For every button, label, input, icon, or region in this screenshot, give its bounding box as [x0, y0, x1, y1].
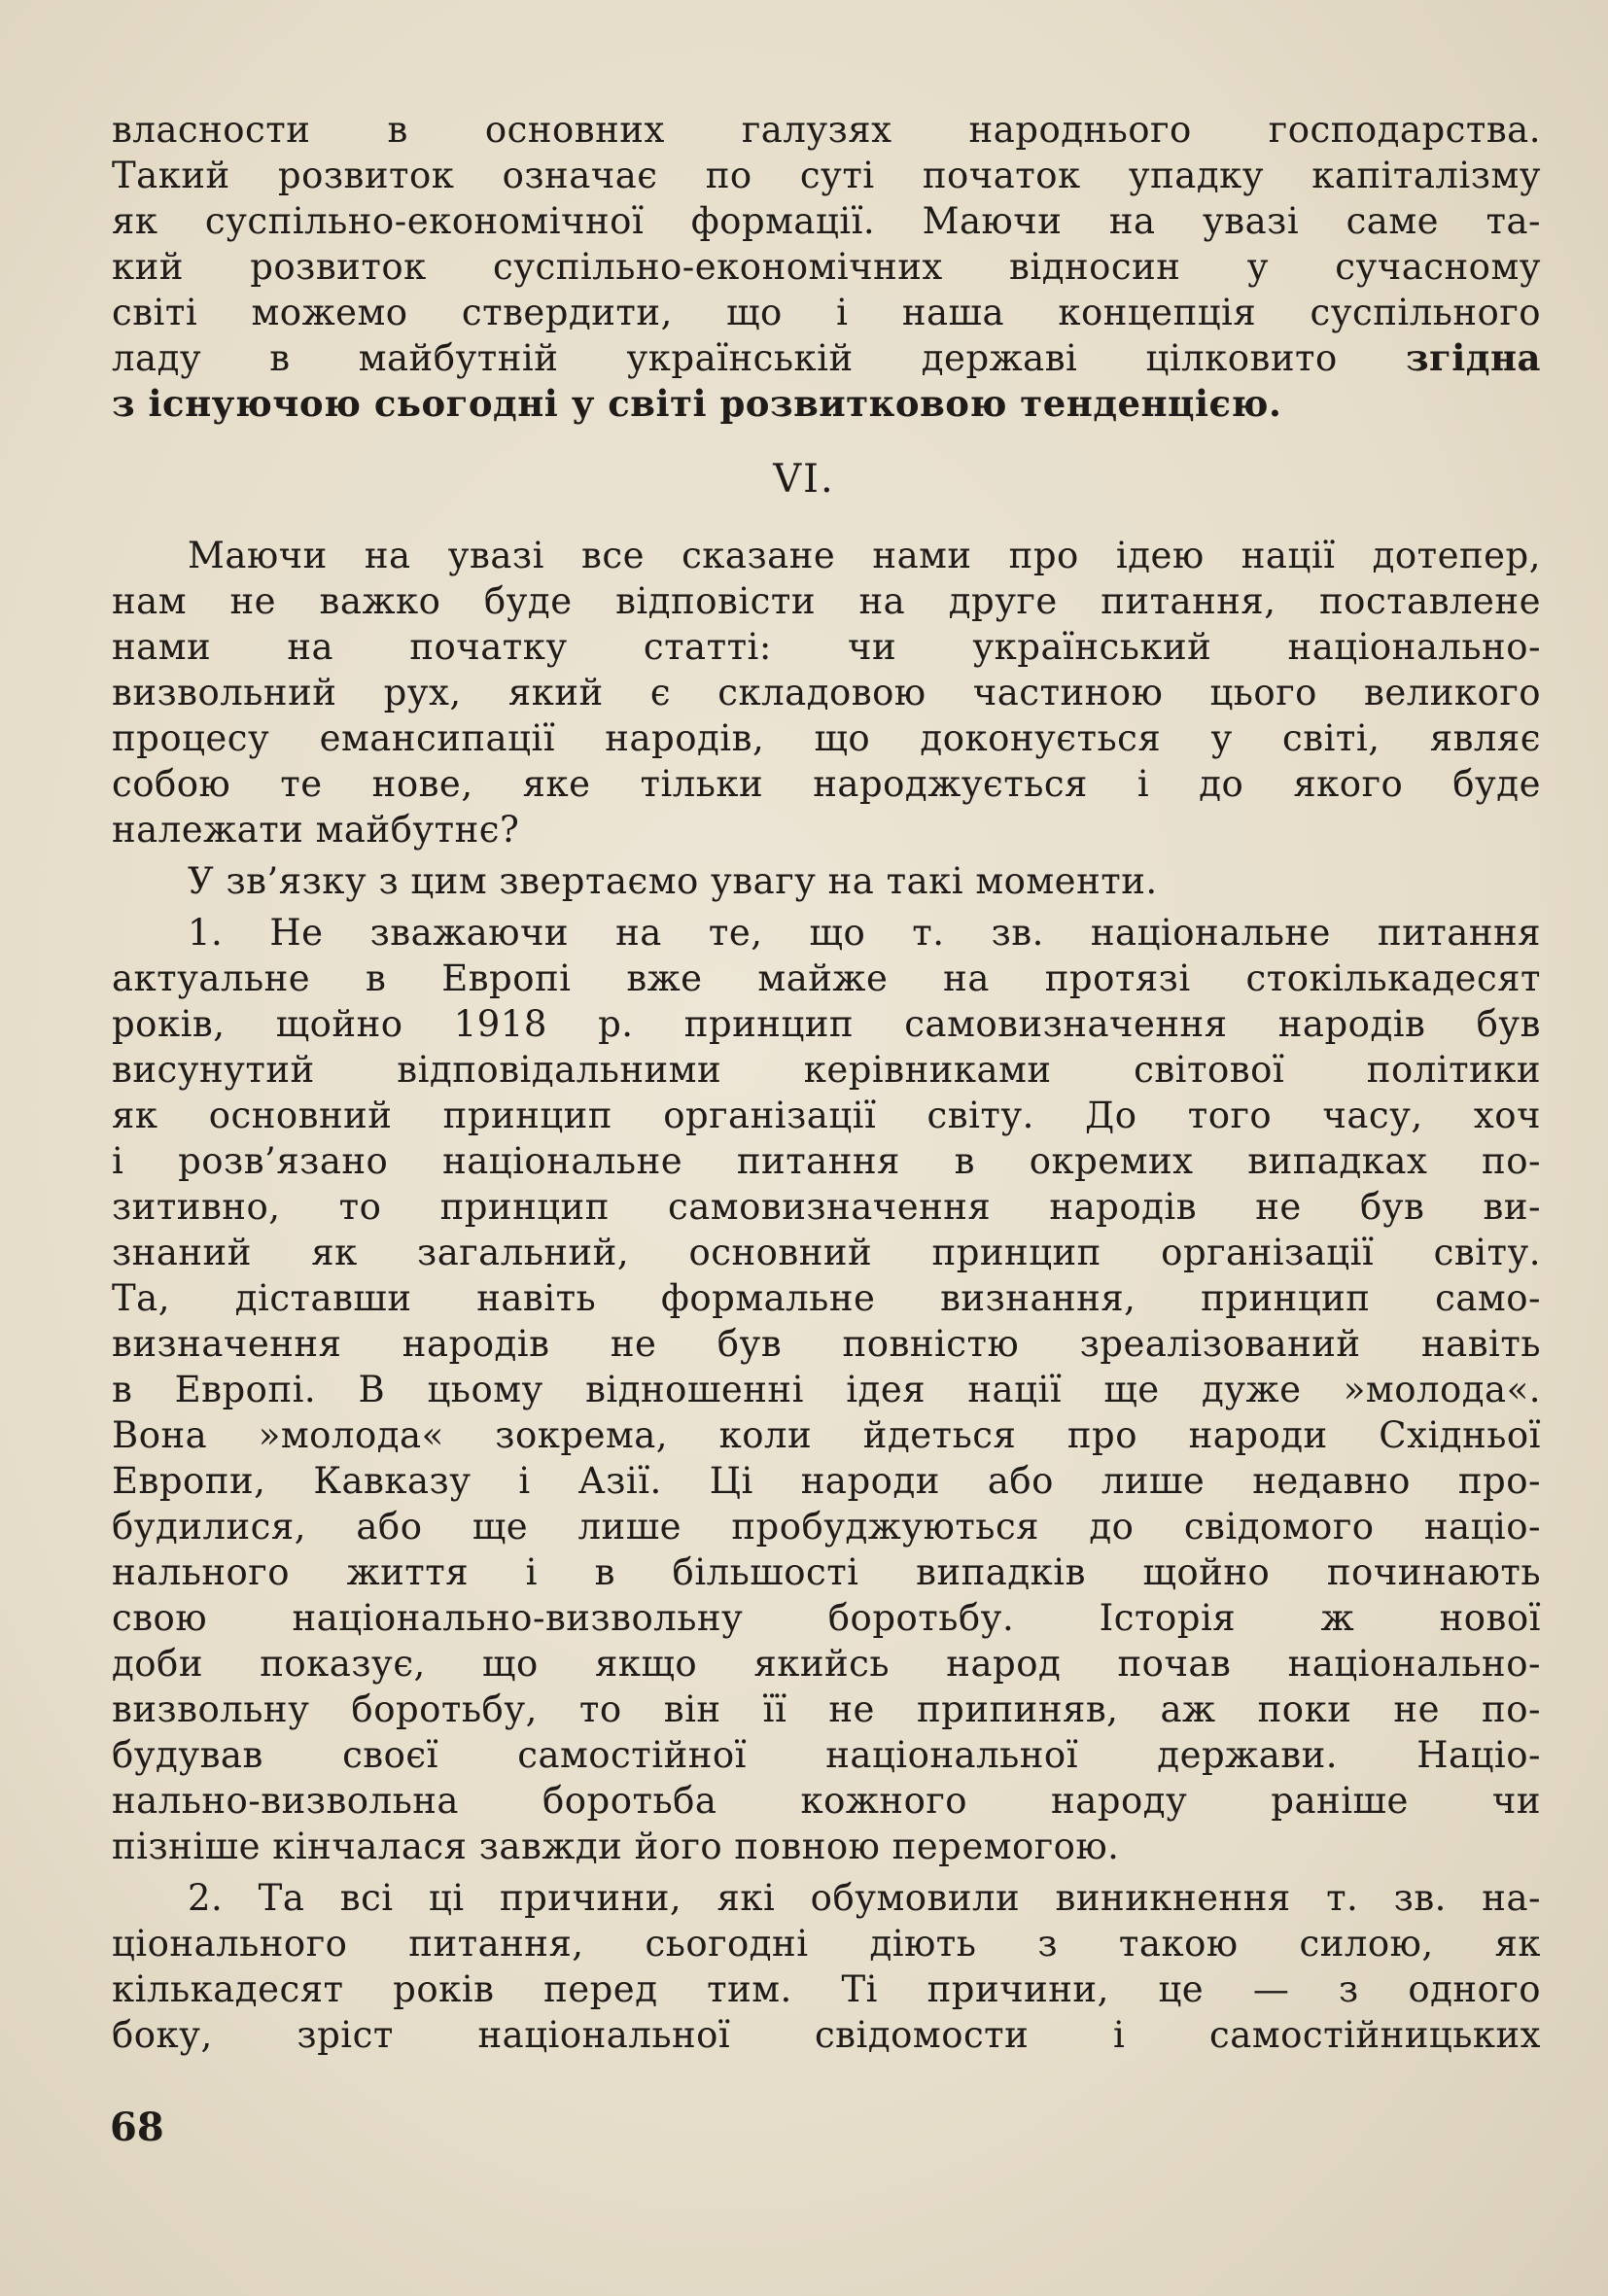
text-line: Та, діставши навіть формальне визнання, принцип само- [112, 1277, 1541, 1319]
text-line: визначення народів не був повністю зреалізований навіть [112, 1323, 1541, 1365]
text-line: нам не важко буде відповісти на друге питання, поставлене [112, 580, 1541, 622]
text-line-bold: з існуючою сьогодні у світі розвитковою тенденцією. [112, 382, 1282, 425]
text-line: як суспільно-економічної формації. Маючи на увазі саме та- [112, 200, 1541, 242]
paragraph-1 [112, 533, 1541, 852]
text-line: нально-визвольна боротьба кожного народу раніше чи [112, 1780, 1541, 1822]
text-line: пізніше кінчалася завжди його повною перемогою. [112, 1826, 1120, 1867]
text-line: нального життя і в більшості випадків щойно починають [112, 1551, 1541, 1593]
text-line: собою те нове, яке тільки народжується і до якого буде [112, 763, 1541, 805]
text-bold: згідна [1405, 336, 1541, 379]
text-line: і розв’язано національне питання в окремих випадках по- [112, 1140, 1541, 1182]
text-line: визвольну боротьбу, то він її не припиняв, аж поки не по- [112, 1688, 1541, 1730]
text-line: У зв’язку з цим звертаємо увагу на такі моменти. [188, 860, 1158, 902]
paragraph-4 [112, 1875, 1541, 2058]
text-line: як основний принцип організації світу. До того часу, хоч [112, 1095, 1541, 1136]
text-line: кількадесят років перед тим. Ті причини, це — з одного [112, 1968, 1541, 2010]
text-line: кий розвиток суспільно-економічних відносин у сучасному [112, 246, 1541, 288]
paragraph-3 [112, 910, 1541, 1869]
text-line: зитивно, то принцип самовизначення народів не був ви- [112, 1186, 1541, 1228]
text-line: доби показує, що якщо якийсь народ почав національно- [112, 1643, 1541, 1685]
top-paragraph [112, 107, 1541, 427]
text-line: свою національно-визвольну боротьбу. Історія ж нової [112, 1597, 1541, 1639]
text-line: Вона »молода« зокрема, коли йдеться про народи Східньої [112, 1414, 1541, 1456]
text-line: визвольний рух, який є складовою частиною цього великого [112, 672, 1541, 713]
text-line: 1. Не зважаючи на те, що т. зв. національне питання [188, 912, 1541, 954]
text-line: висунутий відповідальними керівниками світової політики [112, 1049, 1541, 1091]
page-number: 68 [110, 2105, 164, 2150]
text-line: будилися, або ще лише пробуджуються до свідомого націо- [112, 1506, 1541, 1548]
text-line: в Европі. В цьому відношенні ідея нації ще дуже »молода«. [112, 1369, 1541, 1410]
text-line: Такий розвиток означає по суті початок упадку капіталізму [112, 155, 1541, 196]
text-line: світі можемо ствердити, що і наша концепція суспільного [112, 292, 1541, 333]
text-line: Маючи на увазі все сказане нами про ідею нації дотепер, [188, 535, 1541, 576]
text-line: 2. Та всі ці причини, які обумовили виникнення т. зв. на- [188, 1877, 1541, 1919]
text-line: процесу емансипації народів, що доконується у світі, являє [112, 717, 1541, 759]
text-line: належати майбутнє? [112, 809, 520, 851]
text-line: актуальне в Европі вже майже на протязі стокількадесят [112, 957, 1541, 999]
text-line: ціонального питання, сьогодні діють з такою силою, як [112, 1923, 1541, 1965]
section-heading: VI. [773, 457, 835, 502]
text-line: нами на початку статті: чи український національно- [112, 626, 1541, 668]
text-line: знаний як загальний, основний принцип організації світу. [112, 1232, 1541, 1273]
text-line: власности в основних галузях народнього господарства. [112, 109, 1541, 151]
text-normal: ладу в майбутній українській державі цілковито [112, 337, 1406, 379]
text-line-mixed [112, 335, 1541, 381]
main-text [112, 533, 1541, 2058]
text-line: боку, зріст національної свідомости і самостійницьких [112, 2014, 1541, 2056]
text-line: будував своєї самостійної національної держави. Націо- [112, 1734, 1541, 1776]
text-line: Европи, Кавказу і Азії. Ці народи або лише недавно про- [112, 1460, 1541, 1502]
text-line: років, щойно 1918 р. принцип самовизначення народів був [112, 1003, 1541, 1045]
paragraph-2 [112, 858, 1541, 904]
